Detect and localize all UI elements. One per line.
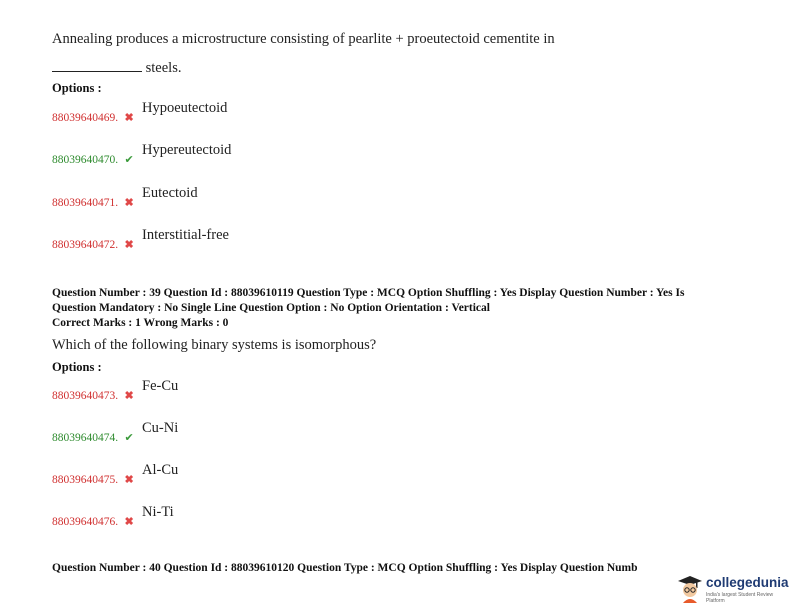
option-id: 88039640474.	[52, 432, 119, 444]
option-id: 88039640475.	[52, 474, 119, 486]
option-id: 88039640471.	[52, 197, 119, 209]
cross-icon: ✖	[124, 197, 134, 209]
cross-icon: ✖	[124, 516, 134, 528]
question-40-meta-line1: Question Number : 40 Question Id : 88039610120 Question Type : MCQ Option Shuffling : Yes Display Question Numb	[52, 562, 638, 574]
logo-tagline: India's largest Student Review Platform	[706, 592, 774, 604]
options-label: Options :	[52, 360, 102, 374]
question-39-meta-line2: Question Mandatory : No Single Line Question Option : No Option Orientation : Vertical	[52, 302, 490, 314]
mascot-icon	[676, 573, 704, 603]
options-label: Options :	[52, 81, 102, 95]
option-id: 88039640472.	[52, 239, 119, 251]
option-id: 88039640476.	[52, 516, 119, 528]
option-text: Interstitial-free	[142, 227, 229, 243]
option-row	[52, 227, 229, 253]
question-39-meta-line1: Question Number : 39 Question Id : 88039610119 Question Type : MCQ Option Shuffling : Yes Display Question Number : Yes Is	[52, 287, 685, 299]
option-row	[52, 420, 179, 446]
option-text: Al-Cu	[142, 462, 179, 478]
option-row	[52, 142, 232, 168]
option-row	[52, 504, 174, 530]
cross-icon: ✖	[124, 390, 134, 402]
check-icon: ✔	[124, 432, 134, 444]
option-text: Ni-Ti	[142, 504, 174, 520]
question-39-text: Which of the following binary systems is isomorphous?	[52, 337, 377, 353]
option-text: Hypoeutectoid	[142, 100, 228, 116]
cross-icon: ✖	[124, 112, 134, 124]
option-row	[52, 185, 198, 211]
option-text: Eutectoid	[142, 185, 198, 201]
cross-icon: ✖	[124, 474, 134, 486]
option-text: Fe-Cu	[142, 378, 179, 394]
option-row	[52, 100, 228, 126]
option-id: 88039640469.	[52, 112, 119, 124]
collegedunia-logo	[676, 573, 788, 603]
logo-wordmark: collegedunia	[706, 575, 789, 590]
question-38-text-line2	[52, 59, 181, 77]
question-38-text-suffix: steels.	[145, 60, 182, 76]
option-text: Cu-Ni	[142, 420, 179, 436]
option-id: 88039640470.	[52, 154, 119, 166]
option-row	[52, 378, 179, 404]
option-row	[52, 462, 179, 488]
option-id: 88039640473.	[52, 390, 119, 402]
fill-blank	[52, 59, 142, 72]
option-text: Hypereutectoid	[142, 142, 232, 158]
check-icon: ✔	[124, 154, 134, 166]
cross-icon: ✖	[124, 239, 134, 251]
question-38-text-line1: Annealing produces a microstructure consisting of pearlite + proeutectoid cementite in	[52, 31, 555, 47]
question-39-marks: Correct Marks : 1 Wrong Marks : 0	[52, 317, 229, 329]
